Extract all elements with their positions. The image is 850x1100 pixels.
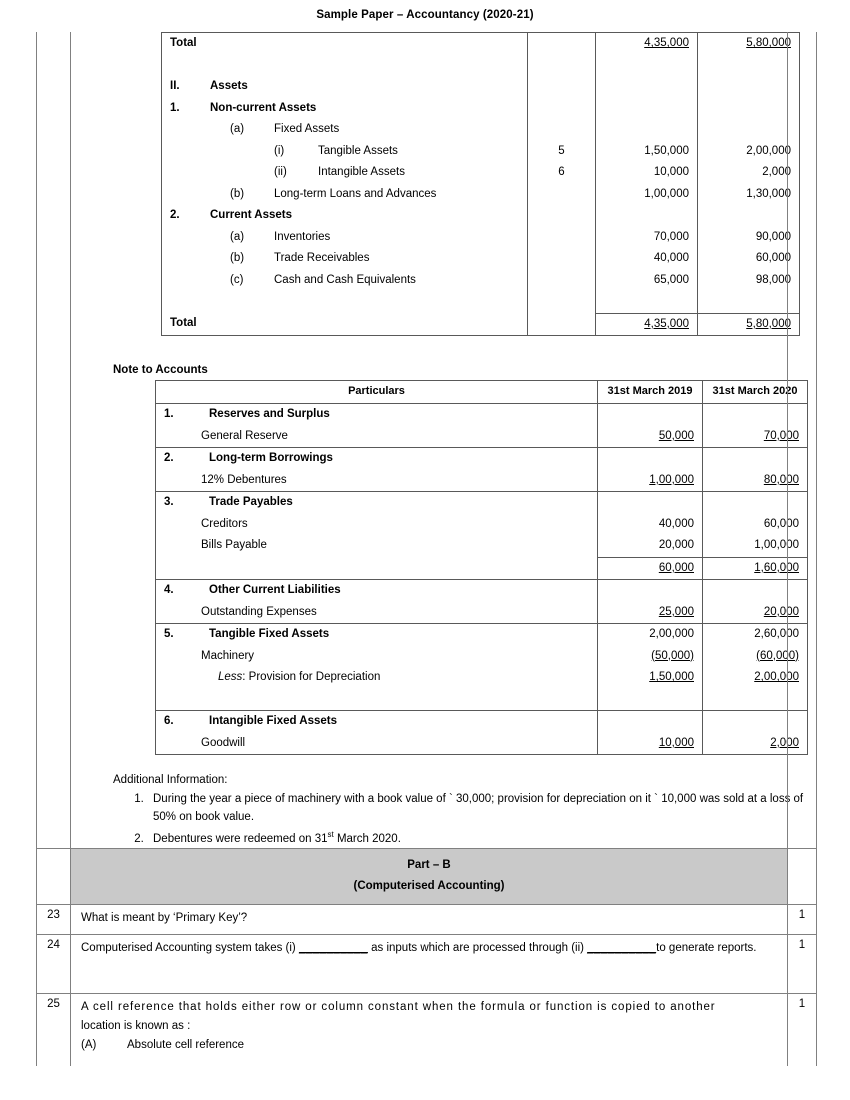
row-6-label: Inventories	[274, 230, 331, 243]
question-24-blank-1[interactable]: __________	[298, 941, 368, 954]
table-row-noncurrent-assets	[162, 98, 800, 120]
notes-item-3-subtotal-amount1: 60,000	[658, 561, 694, 574]
part-b-subtitle: (Computerised Accounting)	[353, 879, 505, 892]
addl-item2-suffix: March 2020.	[333, 832, 401, 845]
table-row-longterm-loans	[162, 184, 800, 206]
part-b-band-row	[37, 848, 816, 905]
total-top-label: Total	[170, 37, 197, 49]
row-8-amount-2019: 65,000	[653, 273, 689, 286]
page-header	[0, 0, 850, 28]
additional-information-title: Additional Information:	[113, 774, 228, 786]
notes-item-3-line-0-label: Creditors	[201, 517, 248, 530]
notes-item-6-line-0-amount2: 2,000	[770, 736, 799, 749]
notes-item-1-line-0-label: General Reserve	[201, 429, 288, 442]
notes-item-3-heading: Trade Payables	[209, 496, 293, 508]
notes-header-col2: 31st March 2020	[703, 381, 808, 404]
table-row-tangible-assets	[162, 141, 800, 163]
notes-item-6-heading: Intangible Fixed Assets	[209, 715, 338, 727]
row-0-num: 1.	[170, 101, 180, 114]
table-row-cash-equivalents	[162, 270, 800, 292]
notes-item-2-line-0-label: 12% Debentures	[201, 473, 287, 486]
row-7-label: Trade Receivables	[274, 252, 370, 264]
table-row-total-bottom	[162, 313, 800, 336]
notes-item-3-line-0-amount2: 60,000	[763, 517, 799, 530]
row-2-note: 5	[558, 144, 565, 157]
notes-item-3-subtotal-amount2: 1,60,000	[754, 561, 799, 574]
part-b-band	[71, 848, 787, 905]
notes-item-4-heading: Other Current Liabilities	[209, 584, 341, 596]
notes-item-5-subtotal-amount2: 2,00,000	[754, 671, 799, 683]
upper-block-body	[71, 32, 804, 848]
notes-item-4-line-0-amount2: 20,000	[763, 605, 799, 618]
row-3-amount-2019: 10,000	[653, 166, 689, 178]
table-row-total-top	[162, 33, 800, 55]
question-24-blank-2[interactable]: __________	[587, 941, 657, 954]
question-25-marks: 1	[787, 994, 816, 1066]
notes-item-5-subtotal-amount1: 1,50,000	[649, 671, 694, 683]
row-8-label: Cash and Cash Equivalents	[274, 273, 416, 286]
row-6-amount-2019: 70,000	[653, 230, 689, 243]
list-item: 1. During the year a piece of machinery with a book value of ` 30,000; provision for depreciation on it ` 10,000 was sold at a loss of 50% on book value.	[147, 790, 813, 826]
table-row-fixed-assets	[162, 119, 800, 141]
table-row-spacer-2	[162, 291, 800, 313]
question-24-body	[71, 935, 787, 993]
notes-item-2	[156, 448, 808, 492]
total-top-amount-2020: 5,80,000	[746, 37, 791, 49]
notes-item-5-line-0-amount1: 2,00,000	[649, 628, 694, 640]
notes-item-3-line-1-label: Bills Payable	[201, 539, 267, 551]
question-25-text	[71, 994, 787, 1066]
notes-item-2-heading: Long-term Borrowings	[209, 452, 333, 464]
row-2-amount-2020: 2,00,000	[746, 144, 791, 157]
notes-item-4-line-0-label: Outstanding Expenses	[201, 605, 317, 618]
row-5-num: 2.	[170, 209, 180, 221]
question-25-body	[71, 994, 787, 1066]
notes-item-6-num: 6.	[164, 715, 174, 727]
question-23-text: What is meant by ‘Primary Key’?	[81, 911, 248, 924]
notes-item-5	[156, 624, 808, 711]
row-1-label: Fixed Assets	[274, 123, 340, 135]
question-23-body	[71, 905, 787, 934]
row-3-label: Intangible Assets	[318, 166, 405, 178]
row-7-amount-2020: 60,000	[755, 252, 791, 264]
notes-item-6-line-0-label: Goodwill	[201, 736, 246, 749]
notes-item-1	[156, 404, 808, 448]
notes-item-4	[156, 580, 808, 624]
notes-table	[155, 380, 808, 755]
row-8-num: (c)	[230, 273, 244, 286]
row-3-num: (ii)	[274, 166, 287, 178]
question-24-number: 24	[37, 935, 71, 993]
notes-header-col1: 31st March 2019	[598, 381, 703, 404]
row-2-label: Tangible Assets	[318, 144, 398, 157]
notes-item-5-num: 5.	[164, 628, 174, 640]
notes-item-5-line-1-amount2: (60,000)	[756, 649, 799, 662]
marks-cell-empty	[787, 32, 816, 848]
notes-item-1-line-0-amount1: 50,000	[658, 429, 694, 442]
notes-item-3-line-1-amount2: 1,00,000	[754, 539, 799, 551]
upper-block-row	[37, 32, 816, 848]
table-row-spacer	[162, 55, 800, 77]
table-row-section-assets	[162, 76, 800, 98]
notes-item-3-line-0-amount1: 40,000	[658, 517, 694, 530]
balance-sheet-wrapper	[71, 32, 791, 336]
balance-sheet-table	[161, 32, 800, 336]
row-2-amount-2019: 1,50,000	[644, 144, 689, 157]
question-24-text	[71, 935, 787, 993]
question-25-option-a-text: Absolute cell reference	[127, 1038, 244, 1051]
notes-item-2-line-0-amount1: 1,00,000	[649, 473, 694, 486]
question-row-23	[37, 905, 816, 934]
table-row-trade-receivables	[162, 248, 800, 270]
page-header-title: Sample Paper – Accountancy (2020-21)	[316, 9, 534, 21]
total-top-note	[528, 33, 595, 37]
row-1-num: (a)	[230, 123, 245, 135]
notes-item-1-line-0-amount2: 70,000	[763, 429, 799, 442]
notes-item-5-line-1-label: : Provision for Depreciation	[242, 671, 381, 683]
total-bottom-amount-2019: 4,35,000	[644, 317, 689, 330]
total-bottom-amount-2020: 5,80,000	[746, 317, 791, 330]
notes-item-5-heading: Tangible Fixed Assets	[209, 628, 330, 640]
row-4-amount-2019: 1,00,000	[644, 187, 689, 200]
part-b-title: Part – B	[407, 858, 451, 871]
question-24-seg-b: as inputs which are processed through (ii)	[367, 941, 588, 954]
list-item	[147, 826, 813, 848]
assets-section-roman: II.	[170, 80, 180, 92]
notes-item-6-line-0-amount1: 10,000	[658, 736, 694, 749]
notes-item-4-line-0-amount1: 25,000	[658, 605, 694, 618]
row-5-label: Current Assets	[210, 209, 293, 221]
question-25-option-a-tag: (A)	[81, 1038, 97, 1051]
question-24-seg-c: to generate reports.	[656, 941, 757, 954]
question-25-line-1: A cell reference that holds either row or column constant when the formula or function is copied to another	[81, 1000, 716, 1013]
row-4-label: Long-term Loans and Advances	[274, 187, 437, 200]
row-2-num: (i)	[274, 144, 285, 157]
question-23-marks: 1	[787, 905, 816, 934]
question-24-seg-a: Computerised Accounting system takes (i)	[81, 941, 299, 954]
notes-title: Note to Accounts	[113, 364, 208, 376]
row-4-amount-2020: 1,30,000	[746, 187, 791, 200]
notes-item-5-line-0-amount2: 2,60,000	[754, 628, 799, 640]
notes-item-5-line-1-amount1: (50,000)	[651, 649, 694, 662]
notes-header-particulars: Particulars	[156, 381, 598, 404]
question-number-cell-empty	[37, 32, 71, 848]
part-b-qno-cell	[37, 848, 71, 905]
question-24-marks: 1	[787, 935, 816, 993]
question-25-option-a[interactable]	[81, 1036, 777, 1055]
table-row-intangible-assets	[162, 162, 800, 184]
part-b-marks-cell	[787, 848, 816, 905]
additional-information	[113, 771, 813, 848]
page-frame	[36, 32, 817, 1066]
addl-item2-prefix: Debentures were redeemed on 31	[153, 832, 328, 845]
question-23-number: 23	[37, 905, 71, 934]
row-6-amount-2020: 90,000	[755, 230, 791, 243]
question-25-number: 25	[37, 994, 71, 1066]
question-row-25	[37, 993, 816, 1066]
row-7-amount-2019: 40,000	[653, 252, 689, 264]
total-top-amount-2019: 4,35,000	[644, 37, 689, 49]
question-row-24	[37, 934, 816, 993]
notes-item-5-less-label: Less	[218, 671, 243, 683]
row-8-amount-2020: 98,000	[755, 273, 791, 286]
notes-item-3-num: 3.	[164, 496, 174, 508]
question-25-line-2: location is known as :	[81, 1019, 191, 1032]
notes-item-6	[156, 711, 808, 755]
row-0-label: Non-current Assets	[210, 101, 317, 114]
notes-item-2-num: 2.	[164, 452, 174, 464]
table-row-inventories	[162, 227, 800, 249]
notes-item-2-line-0-amount2: 80,000	[763, 473, 799, 486]
total-bottom-label: Total	[170, 317, 197, 329]
assets-section-label: Assets	[210, 80, 248, 92]
notes-item-3-line-1-amount1: 20,000	[658, 539, 694, 551]
row-3-amount-2020: 2,000	[762, 166, 791, 178]
table-row-current-assets	[162, 205, 800, 227]
row-7-num: (b)	[230, 252, 245, 264]
notes-item-1-num: 1.	[164, 408, 174, 420]
notes-item-4-num: 4.	[164, 584, 174, 596]
row-6-num: (a)	[230, 230, 245, 243]
row-4-num: (b)	[230, 187, 245, 200]
notes-item-5-line-0-label: Machinery	[201, 649, 255, 662]
row-3-note: 6	[558, 166, 565, 178]
addl-item2-sup: st	[327, 830, 334, 839]
notes-header-row	[156, 381, 808, 404]
notes-item-1-heading: Reserves and Surplus	[209, 408, 330, 420]
additional-information-list	[113, 790, 813, 848]
notes-item-3	[156, 492, 808, 580]
